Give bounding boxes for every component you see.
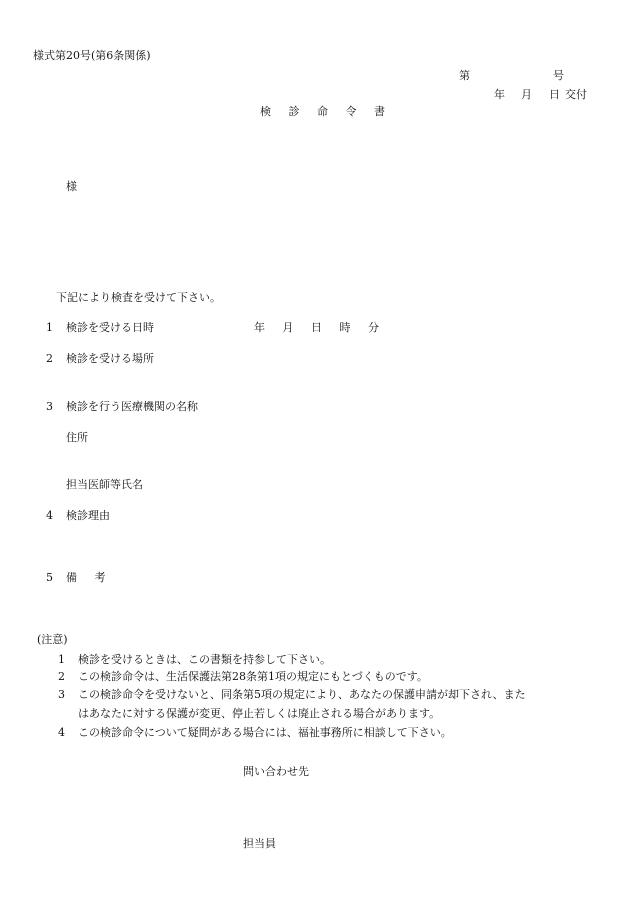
document-title: 検 診 命 令 書 xyxy=(260,105,392,118)
date-year: 年 xyxy=(494,88,505,101)
exam-datetime-fields: 年 月 日 時 分 xyxy=(254,321,386,334)
item-label-place: 検診を受ける場所 xyxy=(66,352,154,365)
intro-text: 下記により検査を受けて下さい。 xyxy=(56,291,221,304)
contact-label: 問い合わせ先 xyxy=(243,765,309,778)
note-text-continued: はあなたに対する保護が変更、停止若しくは廃止される場合があります。 xyxy=(78,707,441,720)
doc-number-prefix: 第 xyxy=(459,69,470,82)
issued-label: 交付 xyxy=(565,88,587,101)
staff-label: 担当員 xyxy=(243,837,276,850)
doctor-name-label: 担当医師等氏名 xyxy=(66,478,143,491)
item-label-datetime: 検診を受ける日時 xyxy=(66,321,154,334)
date-day: 日 xyxy=(549,88,560,101)
item-number: 2 xyxy=(46,352,53,365)
recipient-suffix: 様 xyxy=(66,180,77,193)
item-label-reason: 検診理由 xyxy=(66,509,110,522)
note-number: 1 xyxy=(58,653,65,666)
note-number: 3 xyxy=(58,688,65,701)
address-label: 住所 xyxy=(66,431,88,444)
item-number: 5 xyxy=(46,571,53,584)
doc-number-suffix: 号 xyxy=(553,69,564,82)
note-text: この検診命令について疑問がある場合には、福祉事務所に相談して下さい。 xyxy=(78,726,452,739)
note-number: 4 xyxy=(58,726,65,739)
item-number: 1 xyxy=(46,321,53,334)
form-number: 様式第20号(第6条関係) xyxy=(33,49,151,62)
date-month: 月 xyxy=(521,88,532,101)
item-label-institution: 検診を行う医療機関の名称 xyxy=(66,400,198,413)
notes-heading: (注意) xyxy=(37,633,68,646)
item-number: 4 xyxy=(46,509,53,522)
note-text: この検診命令は、生活保護法第28条第1項の規定にもとづくものです。 xyxy=(78,670,428,683)
note-number: 2 xyxy=(58,670,65,683)
note-text: この検診命令を受けないと、同条第5項の規定により、あなたの保護申請が却下され、また xyxy=(78,688,526,701)
note-text: 検診を受けるときは、この書類を持参して下さい。 xyxy=(78,653,331,666)
item-label-remarks: 備 考 xyxy=(66,571,113,584)
item-number: 3 xyxy=(46,400,53,413)
